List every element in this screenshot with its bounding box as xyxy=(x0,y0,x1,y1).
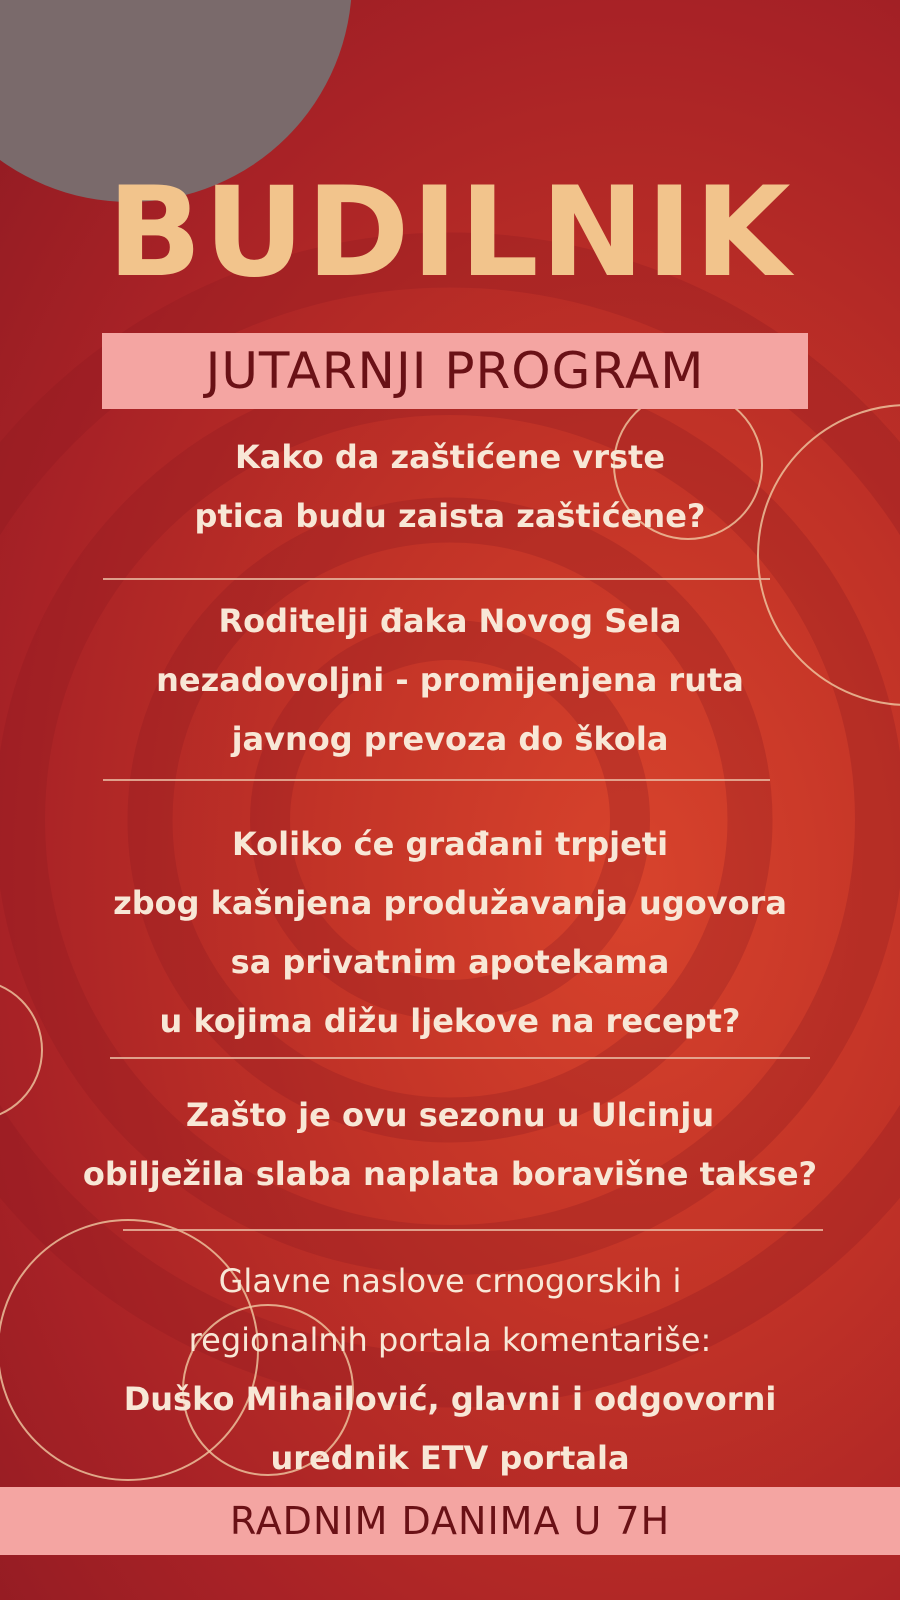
schedule-text: RADNIM DANIMA U 7H xyxy=(229,1499,671,1543)
commentator-role: urednik ETV portala xyxy=(270,1439,630,1477)
headline-2 xyxy=(0,592,900,769)
headline-line: ptica budu zaista zaštićene? xyxy=(194,497,706,535)
commentary-line: Glavne naslove crnogorskih i xyxy=(218,1262,682,1300)
commentary-line: regionalnih portala komentariše: xyxy=(188,1321,712,1359)
headline-line: Koliko će građani trpjeti xyxy=(231,825,669,863)
program-subtitle: JUTARNJI PROGRAM xyxy=(205,342,705,400)
headline-3 xyxy=(0,815,900,1051)
headline-line: sa privatnim apotekama xyxy=(230,943,670,981)
headline-line: javnog prevoza do škola xyxy=(231,720,669,758)
headline-line: obilježila slaba naplata boravišne takse? xyxy=(82,1155,818,1193)
headline-line: nezadovoljni - promijenjena ruta xyxy=(156,661,744,699)
headline-line: Zašto je ovu sezonu u Ulcinju xyxy=(185,1096,715,1134)
divider xyxy=(123,1229,823,1231)
headline-line: zbog kašnjena produžavanja ugovora xyxy=(113,884,787,922)
commentator-name: Duško Mihailović, glavni i odgovorni xyxy=(123,1380,777,1418)
divider xyxy=(110,1057,810,1059)
subtitle-band xyxy=(102,333,808,409)
headline-line: u kojima dižu ljekove na recept? xyxy=(159,1002,741,1040)
headline-line: Kako da zaštićene vrste xyxy=(234,438,666,476)
headline-1 xyxy=(0,428,900,546)
footer-band xyxy=(0,1487,900,1555)
program-title: BUDILNIK xyxy=(107,161,793,305)
commentary-block xyxy=(0,1252,900,1488)
divider xyxy=(103,578,770,580)
headline-4 xyxy=(0,1086,900,1204)
divider xyxy=(103,779,770,781)
headline-line: Roditelji đaka Novog Sela xyxy=(218,602,682,640)
